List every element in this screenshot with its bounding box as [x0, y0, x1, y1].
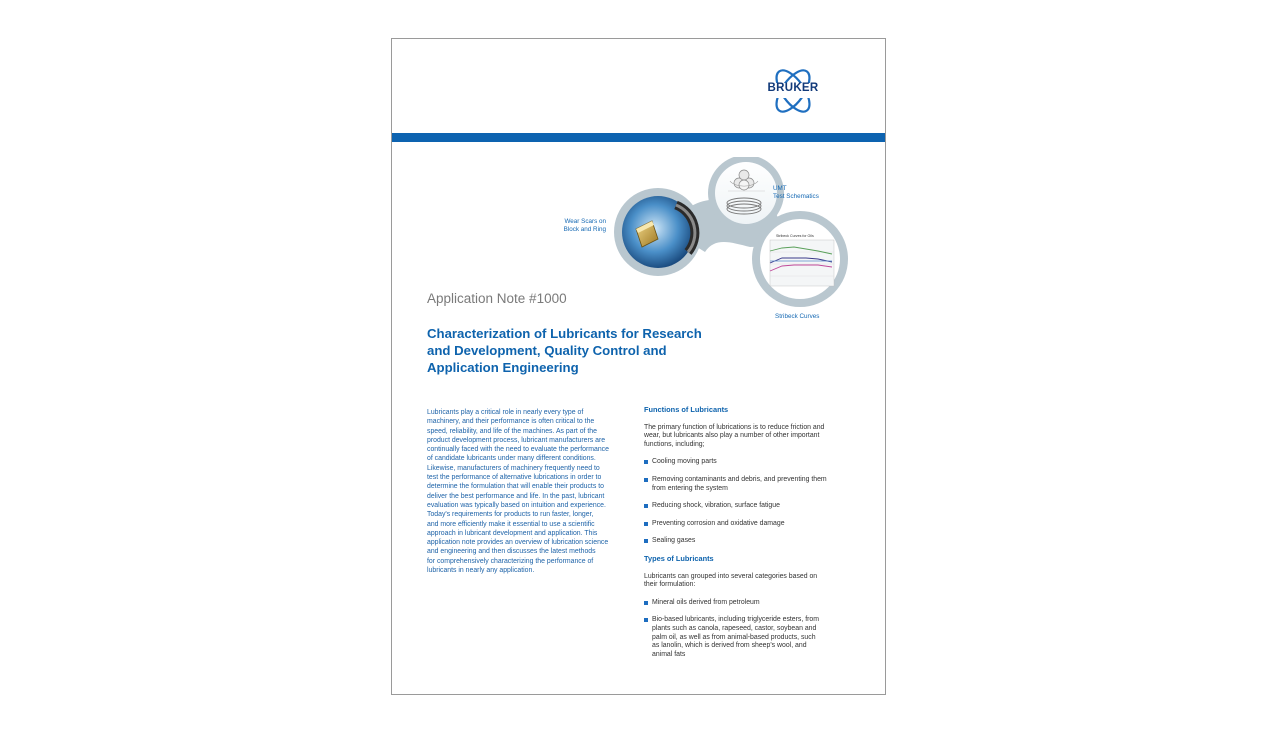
paragraph-line: Lubricants can grouped into several categories based on [644, 572, 818, 580]
square-bullet-icon [644, 504, 648, 508]
bullet-line: palm oil, as well as from animal-based products, such [652, 633, 816, 641]
caption-line: UMT [773, 185, 787, 192]
intro-line: application note provides an overview of lubrication science [427, 539, 609, 547]
bullet-line: Sealing gases [652, 537, 696, 545]
bullet-line: plants such as canola, rapeseed, castor, soybean and [652, 624, 817, 632]
bullet-line: Mineral oils derived from petroleum [652, 598, 760, 606]
bruker-logo [752, 65, 834, 119]
header-stripe [392, 133, 885, 142]
title-line: Application Engineering [427, 360, 579, 375]
paragraph-line: The primary function of lubrications is to reduce friction and [644, 423, 825, 431]
intro-line: and more efficiently make it essential to use a scientific [427, 520, 595, 528]
intro-line: lubricants in nearly any application. [427, 567, 535, 575]
square-bullet-icon [644, 618, 648, 622]
document-title [427, 325, 757, 376]
bullet-line: Cooling moving parts [652, 458, 717, 466]
application-note-label: Application Note #1000 [427, 291, 567, 306]
intro-line: determine the formulation that will enable their products to [427, 483, 604, 491]
intro-line: and engineering and then discusses the latest methods [427, 548, 596, 556]
bullet-line: Preventing corrosion and oxidative damage [652, 519, 785, 527]
intro-line: test the performance of alternative lubrications in order to [427, 474, 602, 482]
wear-scar-caption [561, 218, 606, 234]
bullet-item [644, 476, 859, 493]
lubricant-test-illustration [610, 157, 860, 307]
bullet-item [644, 502, 859, 511]
intro-line: Today's requirements for products to run faster, longer, [427, 511, 594, 519]
square-bullet-icon [644, 522, 648, 526]
caption-line: Block and Ring [563, 226, 606, 233]
title-line: Characterization of Lubricants for Research [427, 326, 702, 341]
intro-line: machinery, and their performance is often critical to the [427, 418, 595, 426]
intro-line: deliver the best performance and life. In the past, lubricant [427, 492, 605, 500]
paragraph-line: functions, including; [644, 440, 705, 448]
bullet-item [644, 520, 859, 529]
square-bullet-icon [644, 460, 648, 464]
stribeck-caption: Stribeck Curves [775, 313, 820, 320]
bullet-item [644, 599, 859, 608]
intro-line: of candidate lubricants under many different conditions. [427, 455, 596, 463]
square-bullet-icon [644, 478, 648, 482]
intro-line: speed, reliability, and life of the machines. As part of the [427, 427, 597, 435]
paragraph-line: wear, but lubricants also play a number of other important [644, 432, 820, 440]
bullet-line: from entering the system [652, 484, 728, 492]
functions-heading: Functions of Lubricants [644, 405, 729, 414]
bullet-line: Bio-based lubricants, including triglyceride esters, from [652, 616, 819, 624]
caption-line: Wear Scars on [564, 218, 606, 225]
bullet-item [644, 537, 859, 546]
intro-line: product development process, lubricant manufacturers are [427, 436, 606, 444]
types-paragraph [644, 573, 859, 590]
logo-text: BRUKER [767, 82, 819, 94]
square-bullet-icon [644, 601, 648, 605]
types-heading: Types of Lubricants [644, 553, 714, 563]
intro-line: for comprehensively characterizing the performance of [427, 557, 594, 565]
bullet-item [644, 458, 859, 467]
bullet-line: as lanolin, which is derived from sheep's wool, and [652, 642, 807, 650]
intro-line: continually faced with the need to evaluate the performance [427, 446, 609, 454]
intro-line: evaluation was typically based on intuition and experience. [427, 501, 606, 509]
intro-line: approach in lubricant development and application. This [427, 529, 598, 537]
right-column [644, 406, 859, 659]
intro-paragraph [427, 408, 637, 575]
square-bullet-icon [644, 539, 648, 543]
bullet-line: animal fats [652, 650, 686, 658]
paragraph-line: their formulation: [644, 581, 696, 589]
bullet-line: Reducing shock, vibration, surface fatigue [652, 502, 780, 510]
document-page [391, 38, 886, 695]
caption-line: Test Schematics [773, 193, 819, 200]
title-line: and Development, Quality Control and [427, 343, 667, 358]
bullet-line: Removing contaminants and debris, and preventing them [652, 475, 827, 483]
intro-line: Lubricants play a critical role in nearly every type of [427, 409, 584, 416]
functions-paragraph [644, 424, 859, 450]
intro-line: Likewise, manufacturers of machinery frequently need to [427, 464, 600, 472]
graph-title: Stribeck Curves for Oils [776, 234, 814, 238]
umt-caption [773, 185, 819, 201]
bullet-item [644, 616, 859, 659]
